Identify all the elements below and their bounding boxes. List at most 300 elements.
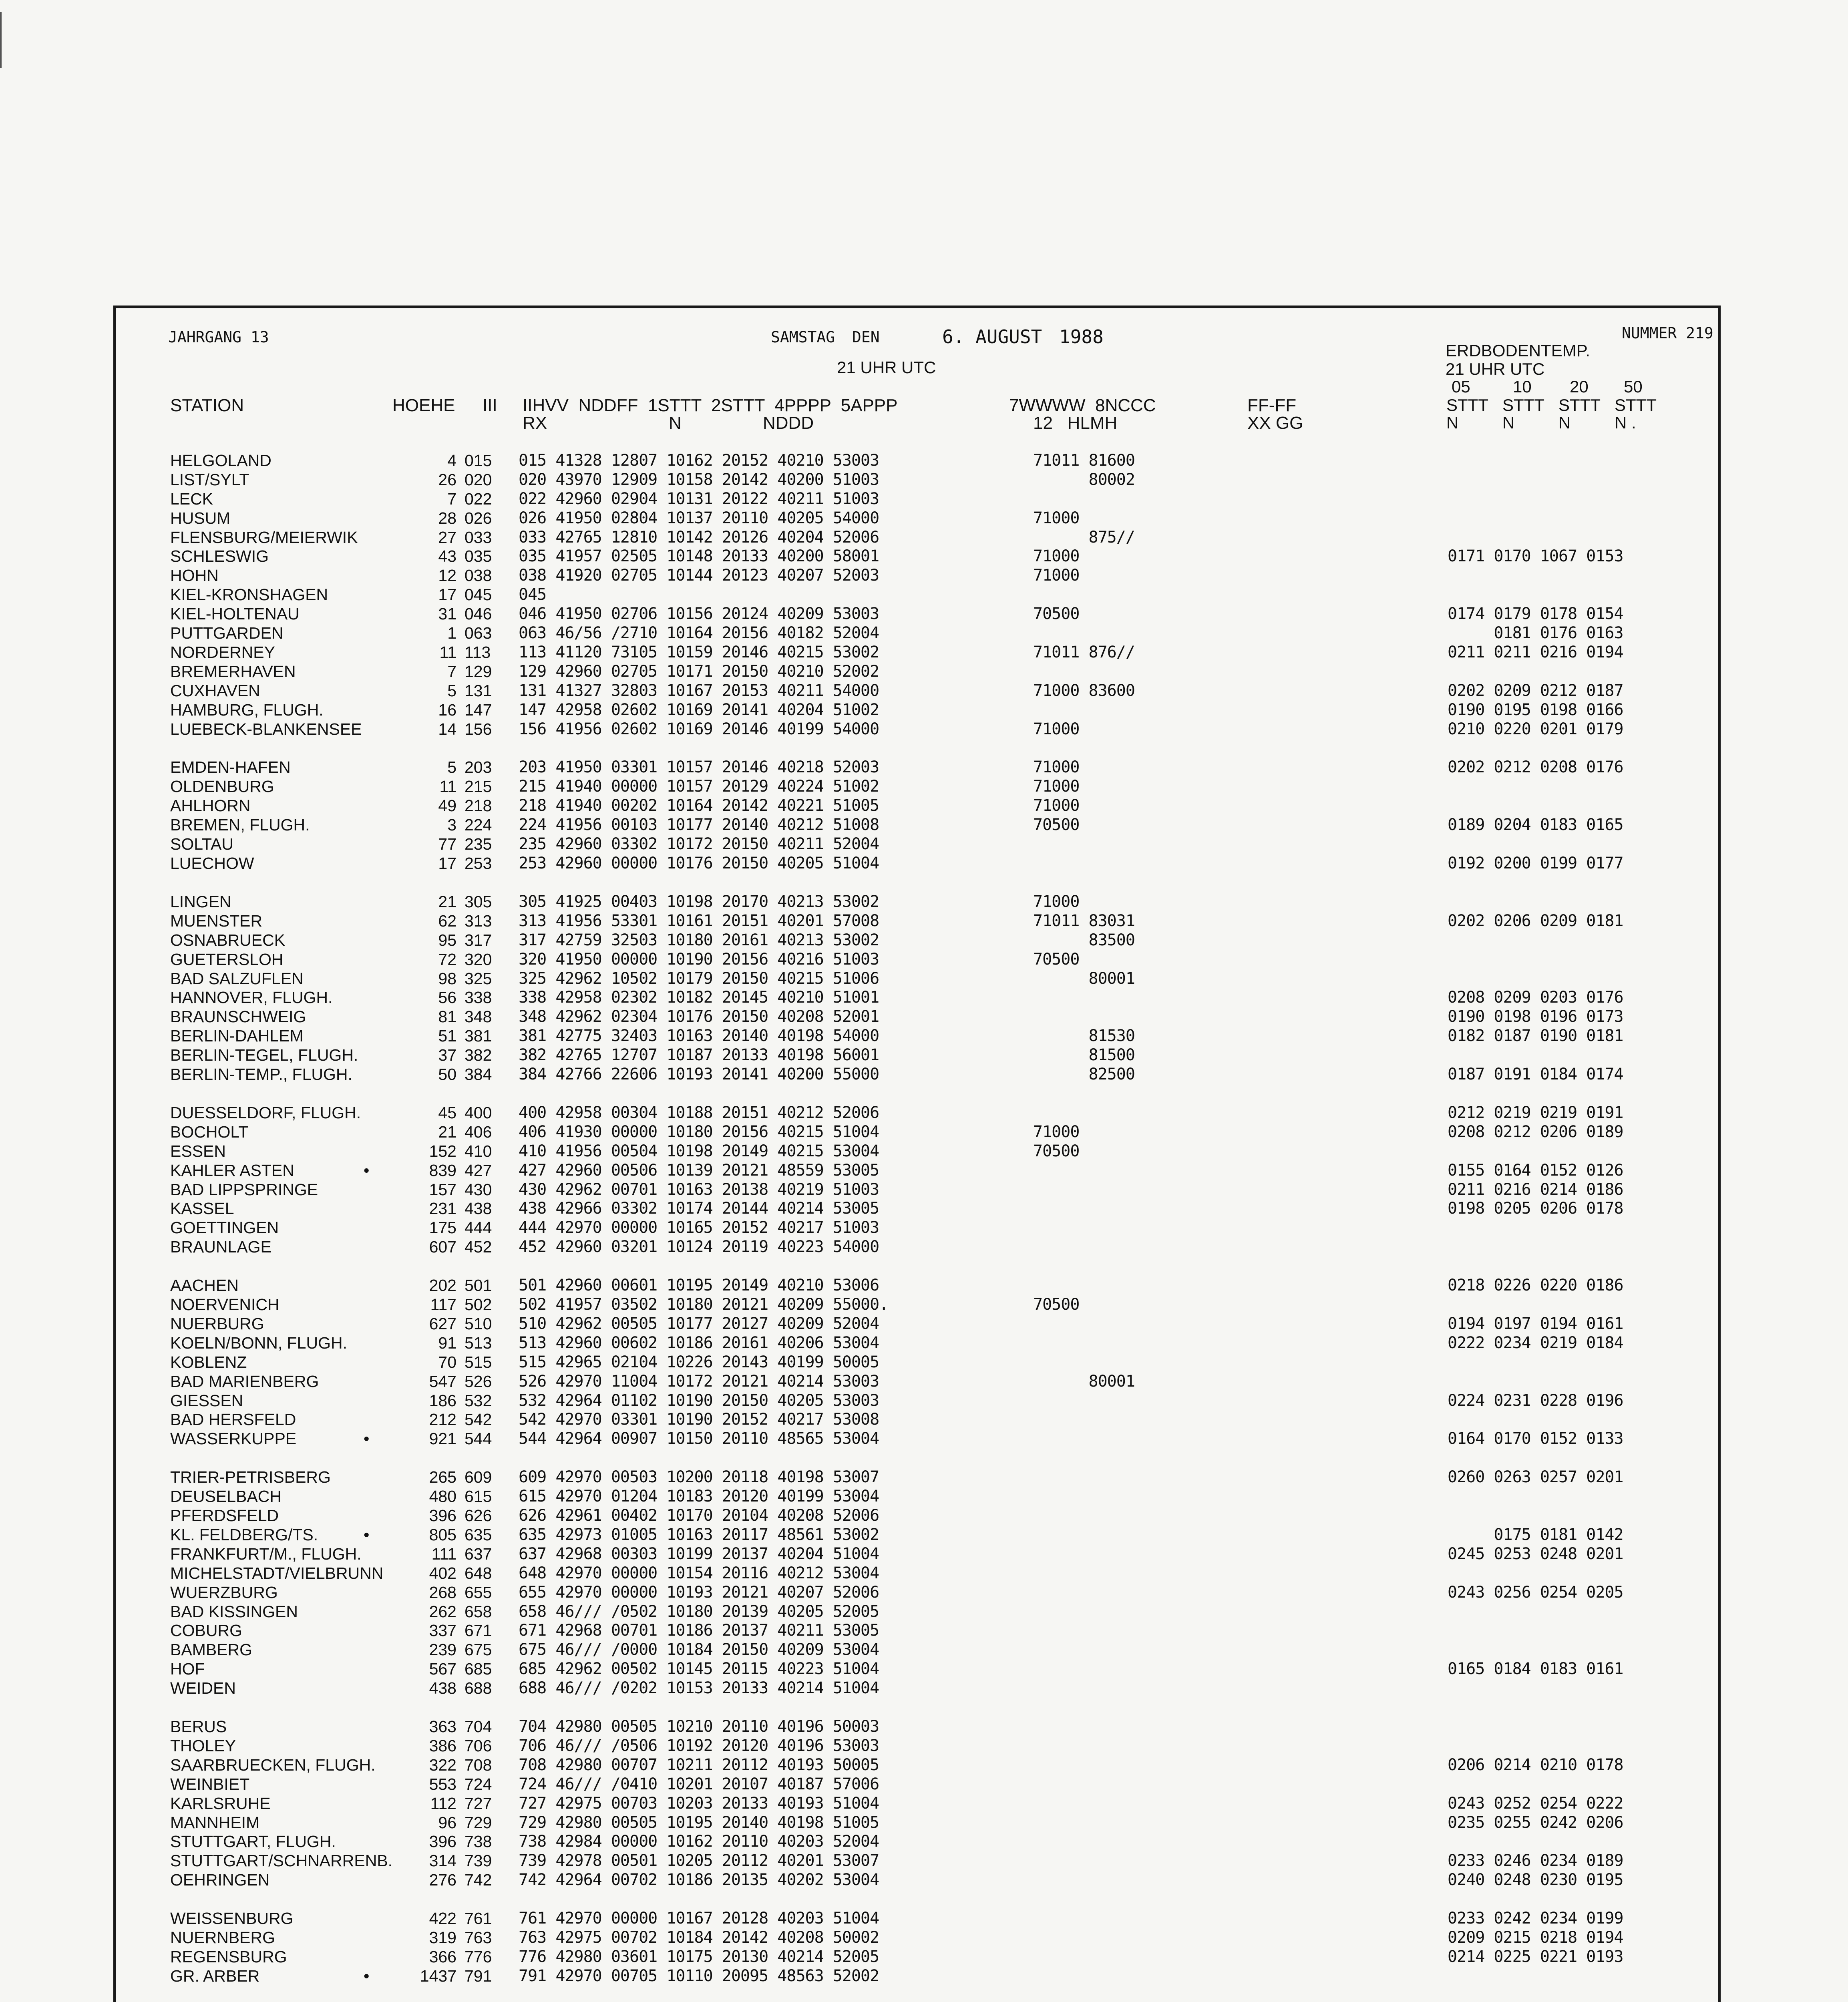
soil-temps: 0233 0246 0234 0189	[1448, 1851, 1623, 1870]
station-height: 547	[429, 1372, 456, 1391]
station-height: 28	[438, 509, 456, 527]
station-height: 322	[429, 1756, 456, 1774]
synop-data: 382 42765 12707 10187 20133 40198 56001	[519, 1046, 879, 1064]
table-row	[116, 1026, 1718, 1045]
table-row	[116, 470, 1718, 489]
synop-data: 235 42960 03302 10172 20150 40211 52004	[519, 835, 879, 853]
station-height: 95	[438, 931, 456, 949]
station-id: 615	[465, 1487, 492, 1506]
soil-temps: 0260 0263 0257 0201	[1448, 1468, 1623, 1486]
report-time: 21 UHR UTC	[837, 358, 936, 377]
table-row	[116, 854, 1718, 873]
mountain-mark: •	[364, 1429, 370, 1448]
station-name: NORDERNEY	[170, 643, 275, 661]
synop-data: 708 42980 00707 10211 20112 40193 50005	[519, 1756, 879, 1774]
station-id: 513	[465, 1334, 492, 1352]
synop-data: 685 42962 00502 10145 20115 40223 51004	[519, 1660, 879, 1678]
station-name: BRAUNSCHWEIG	[170, 1007, 306, 1026]
table-row	[116, 1237, 1718, 1256]
table-row	[116, 1583, 1718, 1602]
station-id: 526	[465, 1372, 492, 1391]
station-name: OLDENBURG	[170, 777, 274, 796]
group7-data: 81530	[1033, 1027, 1135, 1045]
station-id: 147	[465, 701, 492, 719]
table-row	[116, 1391, 1718, 1410]
station-name: SOLTAU	[170, 835, 233, 853]
table-row	[116, 1564, 1718, 1583]
soil-temps: 0211 0211 0216 0194	[1448, 643, 1623, 661]
col-station: STATION	[170, 396, 244, 415]
station-id: 438	[465, 1199, 492, 1218]
soil-temps: 0192 0200 0199 0177	[1448, 854, 1623, 872]
synop-data: 203 41950 03301 10157 20146 40218 52003	[519, 758, 879, 776]
station-height: 921	[429, 1429, 456, 1448]
station-height: 268	[429, 1583, 456, 1602]
station-id: 658	[465, 1602, 492, 1621]
station-id: 015	[465, 451, 492, 470]
group7-data: 71000	[1033, 547, 1080, 565]
soil-temps: 0187 0191 0184 0174	[1448, 1065, 1623, 1083]
soil-depth-20: 20	[1570, 377, 1589, 396]
station-id: 156	[465, 720, 492, 738]
station-height: 839	[429, 1161, 456, 1180]
station-name: NOERVENICH	[170, 1295, 280, 1314]
table-row	[116, 1045, 1718, 1065]
table-row	[116, 1065, 1718, 1084]
synop-data: 615 42970 01204 10183 20120 40199 53004	[519, 1487, 879, 1506]
synop-data: 305 41925 00403 10198 20170 40213 53002	[519, 892, 879, 911]
station-height: 186	[429, 1391, 456, 1410]
synop-data: 688 46/// /0202 10153 20133 40214 51004	[519, 1679, 879, 1697]
col-ff: FF-FF	[1247, 396, 1297, 415]
report-date: 6. AUGUST	[942, 326, 1042, 348]
station-id: 704	[465, 1717, 492, 1736]
station-height: 50	[438, 1065, 456, 1083]
station-height: 51	[438, 1027, 456, 1045]
soil-col-3: STTT	[1558, 396, 1601, 414]
table-row	[116, 662, 1718, 681]
synop-data: 253 42960 00000 10176 20150 40205 51004	[519, 854, 879, 872]
station-name: GIESSEN	[170, 1391, 243, 1410]
synop-data: 658 46/// /0502 10180 20139 40205 52005	[519, 1602, 879, 1621]
synop-data: 704 42980 00505 10210 20110 40196 50003	[519, 1717, 879, 1736]
soil-col-4: STTT	[1615, 396, 1657, 414]
station-height: 17	[438, 585, 456, 604]
group7-data: 80002	[1033, 470, 1135, 489]
table-row	[116, 1218, 1718, 1237]
soil-sub-2: N	[1502, 413, 1515, 432]
table-row	[116, 1333, 1718, 1353]
soil-sub-1: N	[1446, 413, 1459, 432]
soil-temps: 0235 0255 0242 0206	[1448, 1813, 1623, 1832]
table-row	[116, 1966, 1718, 1986]
station-height: 37	[438, 1046, 456, 1064]
station-id: 685	[465, 1660, 492, 1678]
station-name: DUESSELDORF, FLUGH.	[170, 1104, 361, 1122]
station-name: CUXHAVEN	[170, 681, 260, 700]
table-row	[116, 720, 1718, 739]
soil-sub-4: N .	[1615, 413, 1636, 432]
table-row	[116, 969, 1718, 988]
station-name: STUTTGART, FLUGH.	[170, 1832, 336, 1851]
synop-data: 406 41930 00000 10180 20156 40215 51004	[519, 1123, 879, 1141]
station-id: 218	[465, 796, 492, 815]
station-id: 253	[465, 854, 492, 872]
table-row	[116, 815, 1718, 834]
soil-col-2: STTT	[1502, 396, 1544, 414]
synop-data: 045	[519, 585, 547, 604]
station-height: 56	[438, 988, 456, 1007]
station-name: BOCHOLT	[170, 1123, 249, 1141]
station-name: BAD LIPPSPRINGE	[170, 1180, 318, 1199]
station-name: GUETERSLOH	[170, 950, 284, 969]
soil-temps: 0222 0234 0219 0184	[1448, 1334, 1623, 1352]
station-id: 305	[465, 892, 492, 911]
synop-data: 325 42962 10502 10179 20150 40215 51006	[519, 969, 879, 988]
station-id: 791	[465, 1967, 492, 1985]
station-name: COBURG	[170, 1621, 242, 1640]
synop-data: 510 42962 00505 10177 20127 40209 52004	[519, 1315, 879, 1333]
table-row	[116, 585, 1718, 604]
station-name: STUTTGART/SCHNARRENB.	[170, 1851, 393, 1870]
table-row	[116, 1775, 1718, 1794]
station-id: 325	[465, 969, 492, 988]
soil-temps: 0202 0212 0208 0176	[1448, 758, 1623, 776]
station-height: 5	[447, 758, 456, 776]
station-id: 400	[465, 1104, 492, 1122]
station-height: 337	[429, 1621, 456, 1640]
synop-data: 129 42960 02705 10171 20150 40210 52002	[519, 662, 879, 681]
station-id: 444	[465, 1218, 492, 1237]
station-name: BAD KISSINGEN	[170, 1602, 298, 1621]
table-row	[116, 1813, 1718, 1832]
station-height: 117	[430, 1295, 456, 1314]
station-id: 045	[465, 585, 492, 604]
mountain-mark: •	[364, 1526, 370, 1544]
station-name: GR. ARBER	[170, 1967, 260, 1985]
station-id: 761	[465, 1909, 492, 1928]
group7-data: 71000	[1033, 892, 1080, 911]
group7-data: 71000	[1033, 509, 1080, 527]
station-id: 532	[465, 1391, 492, 1410]
synop-data: 033 42765 12810 10142 20126 40204 52006	[519, 528, 879, 547]
station-height: 265	[429, 1468, 456, 1486]
table-row	[116, 1276, 1718, 1295]
station-id: 430	[465, 1180, 492, 1199]
col-iii: III	[483, 396, 497, 415]
station-name: BAD MARIENBERG	[170, 1372, 319, 1391]
station-height: 26	[438, 470, 456, 489]
station-height: 567	[429, 1660, 456, 1678]
station-id: 510	[465, 1315, 492, 1333]
group7-data: 81500	[1033, 1046, 1135, 1064]
station-height: 1437	[420, 1967, 456, 1985]
synop-data: 626 42961 00402 10170 20104 40208 52006	[519, 1506, 879, 1525]
synop-data: 113 41120 73105 10159 20146 40215 53002	[519, 643, 879, 661]
station-name: BERLIN-TEGEL, FLUGH.	[170, 1046, 358, 1064]
group7-data: 71000	[1033, 1123, 1080, 1141]
station-height: 314	[429, 1851, 456, 1870]
station-id: 502	[465, 1295, 492, 1314]
group7-data: 80001	[1033, 969, 1135, 988]
station-id: 063	[465, 624, 492, 642]
station-name: WUERZBURG	[170, 1583, 278, 1602]
group7-data: 71011 83031	[1033, 912, 1135, 930]
station-name: LUEBECK-BLANKENSEE	[170, 720, 362, 738]
station-name: EMDEN-HAFEN	[170, 758, 291, 776]
synop-data: 156 41956 02602 10169 20146 40199 54000	[519, 720, 879, 738]
station-height: 152	[429, 1142, 456, 1160]
station-id: 022	[465, 490, 492, 508]
soil-depth-10: 10	[1513, 377, 1532, 396]
mountain-mark: •	[364, 1161, 370, 1180]
station-id: 688	[465, 1679, 492, 1697]
station-id: 026	[465, 509, 492, 527]
soil-temps: 0245 0253 0248 0201	[1448, 1545, 1623, 1563]
soil-temps: 0202 0206 0209 0181	[1448, 912, 1623, 930]
soil-temps: 0211 0216 0214 0186	[1448, 1180, 1623, 1199]
table-row	[116, 1544, 1718, 1564]
mountain-mark: •	[364, 1967, 370, 1985]
station-name: MANNHEIM	[170, 1813, 260, 1832]
issue-year: JAHRGANG 13	[168, 328, 269, 346]
table-row	[116, 681, 1718, 700]
synop-data: 502 41957 03502 10180 20121 40209 55000.	[519, 1295, 889, 1314]
synop-data: 675 46/// /0000 10184 20150 40209 53004	[519, 1640, 879, 1659]
col-synop-n: N	[669, 413, 682, 433]
synop-data: 515 42965 02104 10226 20143 40199 50005	[519, 1353, 879, 1371]
station-height: 7	[447, 490, 456, 508]
station-name: HANNOVER, FLUGH.	[170, 988, 333, 1007]
table-row	[116, 1755, 1718, 1775]
synop-data: 742 42964 00702 10186 20135 40202 53004	[519, 1871, 879, 1889]
station-name: BAMBERG	[170, 1640, 253, 1659]
station-height: 31	[438, 605, 456, 623]
synop-data: 147 42958 02602 10169 20141 40204 51002	[519, 701, 879, 719]
table-row	[116, 1947, 1718, 1966]
station-height: 77	[438, 835, 456, 853]
station-id: 708	[465, 1756, 492, 1774]
report-year: 1988	[1059, 326, 1104, 348]
table-row	[116, 547, 1718, 566]
station-id: 776	[465, 1948, 492, 1966]
synop-data: 444 42970 00000 10165 20152 40217 51003	[519, 1218, 879, 1237]
table-row	[116, 1429, 1718, 1448]
station-height: 319	[429, 1928, 456, 1947]
group7-data: 70500	[1033, 950, 1080, 969]
synop-data: 438 42966 03302 10174 20144 40214 53005	[519, 1199, 879, 1218]
table-row	[116, 528, 1718, 547]
station-id: 609	[465, 1468, 492, 1486]
station-name: KL. FELDBERG/TS.	[170, 1526, 318, 1544]
synop-data: 400 42958 00304 10188 20151 40212 52006	[519, 1104, 879, 1122]
station-name: PFERDSFELD	[170, 1506, 279, 1525]
group7-data: 71000 83600	[1033, 681, 1135, 700]
table-row	[116, 1314, 1718, 1333]
station-id: 215	[465, 777, 492, 796]
table-row	[116, 451, 1718, 470]
synop-data: 338 42958 02302 10182 20145 40210 51001	[519, 988, 879, 1007]
den-label: DEN	[852, 328, 880, 346]
station-height: 91	[438, 1334, 456, 1352]
station-id: 727	[465, 1794, 492, 1813]
station-name: TRIER-PETRISBERG	[170, 1468, 331, 1486]
soil-temps: 0189 0204 0183 0165	[1448, 816, 1623, 834]
station-id: 033	[465, 528, 492, 547]
col-ff-sub: XX GG	[1247, 413, 1303, 433]
station-name: FRANKFURT/M., FLUGH.	[170, 1545, 362, 1563]
table-row	[116, 892, 1718, 911]
station-name: BAD SALZUFLEN	[170, 969, 304, 988]
soil-temps: 0243 0252 0254 0222	[1448, 1794, 1623, 1813]
synop-data: 384 42766 22606 10193 20141 40200 55000	[519, 1065, 879, 1083]
station-height: 12	[438, 566, 456, 585]
group7-data: 70500	[1033, 816, 1080, 834]
station-id: 729	[465, 1813, 492, 1832]
station-height: 96	[438, 1813, 456, 1832]
synop-data: 020 43970 12909 10158 20142 40200 51003	[519, 470, 879, 489]
station-height: 402	[429, 1564, 456, 1582]
soil-temps: 0209 0215 0218 0194	[1448, 1928, 1623, 1947]
group7-data: 71000	[1033, 720, 1080, 738]
station-name: OSNABRUECK	[170, 931, 286, 949]
station-name: NUERNBERG	[170, 1928, 275, 1947]
synop-data: 532 42964 01102 10190 20150 40205 53003	[519, 1391, 879, 1410]
table-row	[116, 623, 1718, 643]
station-id: 724	[465, 1775, 492, 1793]
station-height: 607	[429, 1238, 456, 1256]
station-height: 14	[438, 720, 456, 738]
synop-data: 727 42975 00703 10203 20133 40193 51004	[519, 1794, 879, 1813]
station-height: 627	[429, 1315, 456, 1333]
station-id: 501	[465, 1276, 492, 1294]
soil-depth-05: 05	[1452, 377, 1470, 396]
station-height: 175	[429, 1218, 456, 1237]
soil-temps: 0155 0164 0152 0126	[1448, 1161, 1623, 1180]
synop-data: 035 41957 02505 10148 20133 40200 58001	[519, 547, 879, 565]
station-id: 637	[465, 1545, 492, 1563]
soil-temps: 0243 0256 0254 0205	[1448, 1583, 1623, 1602]
synop-data: 671 42968 00701 10186 20137 40211 53005	[519, 1621, 879, 1640]
group7-data: 71000	[1033, 796, 1080, 815]
synop-data: 015 41328 12807 10162 20152 40210 53003	[519, 451, 879, 470]
soil-temps: 0190 0195 0198 0166	[1448, 701, 1623, 719]
station-id: 320	[465, 950, 492, 969]
soil-temp-title: ERDBODENTEMP.	[1446, 341, 1590, 360]
table-row	[116, 1659, 1718, 1678]
station-id: 406	[465, 1123, 492, 1141]
synop-data: 724 46/// /0410 10201 20107 40187 57006	[519, 1775, 879, 1793]
station-height: 363	[429, 1717, 456, 1736]
station-name: KARLSRUHE	[170, 1794, 271, 1813]
station-id: 035	[465, 547, 492, 565]
station-name: OEHRINGEN	[170, 1871, 270, 1889]
table-row	[116, 1909, 1718, 1928]
table-row	[116, 1199, 1718, 1218]
soil-temps: 0224 0231 0228 0196	[1448, 1391, 1623, 1410]
station-id: 542	[465, 1410, 492, 1429]
table-row	[116, 1142, 1718, 1161]
station-id: 410	[465, 1142, 492, 1160]
station-id: 635	[465, 1526, 492, 1544]
soil-temp-time: 21 UHR UTC	[1446, 360, 1545, 378]
station-height: 4	[447, 451, 456, 470]
station-id: 452	[465, 1238, 492, 1256]
table-row	[116, 1353, 1718, 1372]
synop-data: 635 42973 01005 10163 20117 48561 53002	[519, 1526, 879, 1544]
station-height: 396	[429, 1506, 456, 1525]
station-id: 046	[465, 605, 492, 623]
table-row	[116, 1640, 1718, 1659]
synop-data: 609 42970 00503 10200 20118 40198 53007	[519, 1468, 879, 1486]
synop-data: 763 42975 00702 10184 20142 40208 50002	[519, 1928, 879, 1947]
table-row	[116, 1928, 1718, 1947]
soil-temps: 0164 0170 0152 0133	[1448, 1429, 1623, 1448]
col-synop-rx: RX	[523, 413, 547, 433]
station-height: 480	[429, 1487, 456, 1506]
station-name: AACHEN	[170, 1276, 239, 1294]
table-row	[116, 1602, 1718, 1621]
table-row	[116, 1180, 1718, 1199]
synop-data: 729 42980 00505 10195 20140 40198 51005	[519, 1813, 879, 1832]
station-height: 553	[429, 1775, 456, 1793]
soil-temps: 0182 0187 0190 0181	[1448, 1027, 1623, 1045]
station-height: 396	[429, 1832, 456, 1851]
station-name: SCHLESWIG	[170, 547, 269, 565]
soil-sub-3: N	[1558, 413, 1571, 432]
station-name: MUENSTER	[170, 912, 263, 930]
station-name: HOHN	[170, 566, 219, 585]
station-name: BRAUNLAGE	[170, 1238, 271, 1256]
synop-data: 038 41920 02705 10144 20123 40207 52003	[519, 566, 879, 585]
soil-col-1: STTT	[1446, 396, 1488, 414]
table-row	[116, 1736, 1718, 1755]
station-height: 1	[447, 624, 456, 642]
station-id: 313	[465, 912, 492, 930]
synop-data: 761 42970 00000 10167 20128 40203 51004	[519, 1909, 879, 1928]
table-row	[116, 1525, 1718, 1544]
table-row	[116, 1103, 1718, 1122]
station-name: KIEL-HOLTENAU	[170, 605, 300, 623]
station-name: LECK	[170, 490, 213, 508]
table-row	[116, 1870, 1718, 1889]
table-row	[116, 1487, 1718, 1506]
synop-data: 131 41327 32803 10167 20153 40211 54000	[519, 681, 879, 700]
synop-data: 513 42960 00602 10186 20161 40206 53004	[519, 1334, 879, 1352]
table-row	[116, 489, 1718, 509]
synop-data: 544 42964 00907 10150 20110 48565 53004	[519, 1429, 879, 1448]
synop-data: 776 42980 03601 10175 20130 40214 52005	[519, 1948, 879, 1966]
station-id: 738	[465, 1832, 492, 1851]
station-name: LUECHOW	[170, 854, 254, 872]
table-row	[116, 1161, 1718, 1180]
synop-data: 410 41956 00504 10198 20149 40215 53004	[519, 1142, 879, 1160]
station-height: 49	[438, 796, 456, 815]
station-height: 11	[439, 777, 456, 796]
station-id: 655	[465, 1583, 492, 1602]
station-name: THOLEY	[170, 1737, 236, 1755]
station-height: 21	[438, 1123, 456, 1141]
synop-data: 224 41956 00103 10177 20140 40212 51008	[519, 816, 879, 834]
station-height: 239	[429, 1640, 456, 1659]
station-height: 98	[438, 969, 456, 988]
soil-temps: 0233 0242 0234 0199	[1448, 1909, 1623, 1928]
station-id: 338	[465, 988, 492, 1007]
soil-temps: 0214 0225 0221 0193	[1448, 1948, 1623, 1966]
station-height: 231	[429, 1199, 456, 1218]
group7-data: 71000	[1033, 758, 1080, 776]
synop-data: 022 42960 02904 10131 20122 40211 51003	[519, 490, 879, 508]
